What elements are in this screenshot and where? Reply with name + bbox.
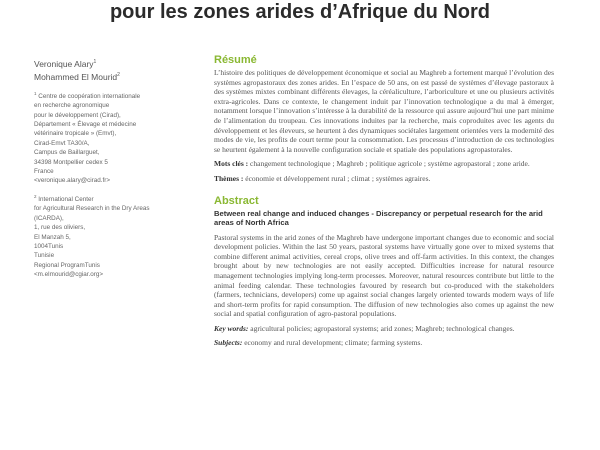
title-line-2: pour les zones arides d’Afrique du Nord (109, 1, 491, 23)
resume-heading: Résumé (214, 54, 257, 66)
author-list (34, 57, 199, 83)
main-column (214, 54, 554, 348)
resume-themes: Thèmes : économie et développement rural ; climat ; systèmes agraires. (214, 173, 431, 183)
email-link[interactable]: <veronique.alary@cirad.fr> (34, 177, 111, 185)
author: Veronique Alary$^1$ (34, 58, 97, 69)
article-title (0, 0, 600, 24)
abstract-subtitle: Between real change and induced changes - Discrepancy or perpetual research for the arid areas of North Africa (214, 208, 543, 228)
author: Mohammed El Mourid$^2$ (34, 71, 120, 82)
affiliation-1: $^1$ Centre de coopération internationale en recherche agronomique pour le développement (Cirad), Département « Élevage et médecine vétérinaire tropicale » (Emvt), Cirad-Emvt TA30/A, Campus de Baillarguet, 34398 Montpellier cedex 5 France <veronique.alary@cirad.fr> (34, 89, 199, 186)
author-column (34, 57, 199, 286)
resume-keywords: Mots clés : changement technologique ; Maghreb ; politique agricole ; système agropastoral ; zone aride. (214, 159, 530, 169)
abstract-heading: Abstract (214, 194, 259, 207)
abstract-text: Pastoral systems in the arid zones of the Maghreb have undergone important changes due to economic and social development policies. Within the last 50 years, pastoral systems have virtually gone over to mixed systems that combine different animal activities, cereal crops, olive trees and off-farm activities. In this context, the changes brought about by new technologies are not easily accepted. Difficulties increase for natural resource management technologies implying long-term processes. Moreover, natural resources contribute but little to the animal feeding calendar. These technologies favoured by research but co-produced with the stakeholders (farmers, technicians, developers) come up against social changes largely oriented towards modern ways of life and short-term profits for rapid consumption. The diffusion of new technologies also comes up against the new social and spatial configuration of agro-pastoral populations. (214, 232, 554, 319)
abstract-keywords: Key words: agricultural policies; agropastoral systems; arid zones; Maghreb; technological changes. (214, 323, 515, 333)
resume-text: L’histoire des politiques de développement économique et social au Maghreb a fortement marqué l’évolution des systèmes agropastoraux des zones arides. En l’espace de 50 ans, on est passé de systèmes d’élevage pastoraux à des systèmes mixtes combinant différents élevages, la céréaliculture, l’arboriculture et une ou plusieurs activités extra-agricoles. Dans ce contexte, le changement induit par l’innovation technologique a du mal à émerger, notamment lorsque l’innovation s’intéresse à la durabilité de la ressource qui assure aujourd’hui une part minime de l’alimentation du troupeau. Ces innovations induites par la recherche, mais coproduites avec les agents du développement et les éleveurs, se heurtent à des dynamiques sociétales largement orientées vers la modernité des modes de vie, les profits de court terme pour la consommation. Les processus d’introduction de ces technologies se heurtent également à la nouvelle configuration sociale et spatiale des populations agropastorales. (214, 68, 554, 154)
abstract-subjects: Subjects: economy and rural development; climate; farming systems. (214, 338, 423, 348)
email-link[interactable]: <m.elmourid@cgiar.org> (34, 271, 104, 279)
affiliation-2: $^2$ International Center for Agricultural Research in the Dry Areas (ICARDA), 1, rue des oliviers, El Manzah 5, 1004Tunis Tunisie Regional ProgramTunis <m.elmourid@cgiar.org> (34, 192, 199, 280)
